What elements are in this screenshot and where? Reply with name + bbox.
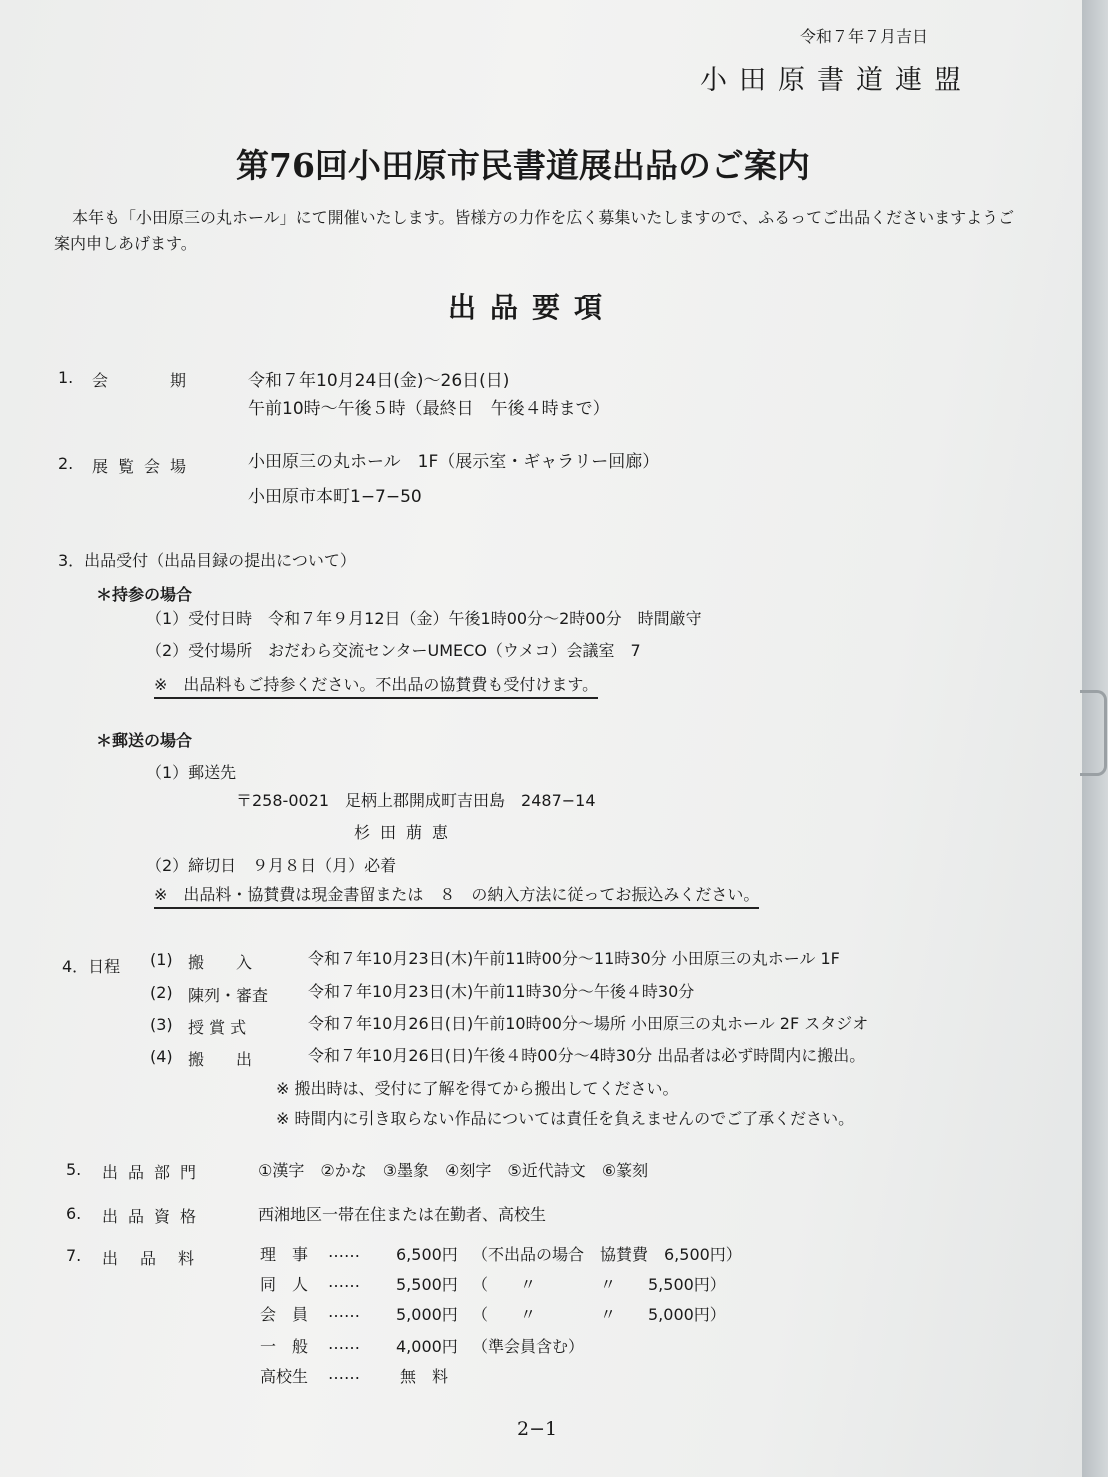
s4-row1-text: 令和７年10月23日(木)午前11時00分〜11時30分 小田原三の丸ホール 1F <box>308 949 840 968</box>
s3-title: 3．出品受付（出品目録の提出について） <box>58 551 356 570</box>
s4-row3-text: 令和７年10月26日(日)午前10時00分〜場所 小田原三の丸ホール 2F スタジオ <box>308 1014 869 1033</box>
s4-row1-name: 搬 入 <box>188 953 253 972</box>
s6-text: 西湘地区一帯在住または在勤者、高校生 <box>258 1205 547 1224</box>
s7-row1-sponsor: （不出品の場合 協賛費 6,500円） <box>472 1245 742 1264</box>
s3-mail-address: 〒258-0021 足柄上郡開成町吉田島 2487−14 <box>236 791 596 810</box>
s4-row2-name: 陳列・審査 <box>188 986 269 1005</box>
s6-label: 出品資格 <box>102 1207 207 1226</box>
s3-bring-title: ＊持参の場合 <box>96 585 193 604</box>
s4-row4-text: 令和７年10月26日(日)午後４時00分〜4時30分 出品者は必ず時間内に搬出。 <box>308 1046 866 1065</box>
s3-bring-note: ※ 出品料もご持参ください。不出品の協賛費も受付けます。 <box>154 672 598 699</box>
s3-bring-item1: （1）受付日時 令和７年９月12日（金）午後1時00分〜2時00分 時間厳守 <box>146 609 702 628</box>
s4-row2-no: (2) <box>150 983 173 1002</box>
document-title: 第76回小田原市民書道展出品のご案内 <box>236 146 810 185</box>
s2-number: 2. <box>58 454 74 473</box>
s3-mail-name: 杉田萠恵 <box>354 823 459 842</box>
s4-row4-name: 搬 出 <box>188 1050 253 1069</box>
s4-note1: ※ 搬出時は、受付に了解を得てから搬出してください。 <box>276 1079 679 1098</box>
organization-name: 小田原書道連盟 <box>700 65 973 96</box>
binder-clip <box>1080 690 1107 776</box>
s1-label: 会 期 <box>92 371 197 390</box>
s4-row3-name: 授 賞 式 <box>188 1018 247 1037</box>
s3-bring-item2: （2）受付場所 おだわら交流センターUMECO（ウメコ）会議室 7 <box>146 641 641 660</box>
s3-mail-title: ＊郵送の場合 <box>96 731 193 750</box>
s7-row2-sponsor: （ 〃 〃 5,500円） <box>472 1275 726 1294</box>
s7-row3-dots: …… <box>328 1302 360 1321</box>
s1-line2: 午前10時〜午後５時（最終日 午後４時まで） <box>248 399 610 419</box>
s7-row3-fee: 5,000円 <box>396 1305 458 1324</box>
s7-number: 7. <box>66 1246 82 1265</box>
s7-label: 出品料 <box>102 1249 217 1268</box>
s7-row2-dots: …… <box>328 1272 360 1291</box>
s5-text: ①漢字 ②かな ③墨象 ④刻字 ⑤近代詩文 ⑥篆刻 <box>258 1161 649 1180</box>
s7-row5-dots: …… <box>328 1364 360 1383</box>
s4-note2: ※ 時間内に引き取らない作品については責任を負えませんのでご了承ください。 <box>276 1109 855 1128</box>
s4-row2-text: 令和７年10月23日(木)午前11時30分〜午後４時30分 <box>308 982 695 1001</box>
s7-row2-fee: 5,500円 <box>396 1275 458 1294</box>
page-number: 2−1 <box>517 1418 558 1440</box>
s7-row3-cat: 会 員 <box>260 1305 309 1324</box>
s5-number: 5. <box>66 1160 82 1179</box>
issue-date: 令和７年７月吉日 <box>800 27 929 46</box>
s7-row3-sponsor: （ 〃 〃 5,000円） <box>472 1305 726 1324</box>
s1-number: 1. <box>58 368 74 387</box>
s4-row1-no: (1) <box>150 950 173 969</box>
s7-row1-cat: 理 事 <box>260 1245 309 1264</box>
s4-label: 4．日程 <box>62 957 121 976</box>
s2-line2: 小田原市本町1−7−50 <box>248 487 422 507</box>
intro-paragraph: 本年も「小田原三の丸ホール」にて開催いたします。皆様方の力作を広く募集いたしますので、ふるってご出品くださいますようご案内申しあげます。 <box>54 208 1015 253</box>
s2-line1: 小田原三の丸ホール 1F（展示室・ギャラリー回廊） <box>248 452 660 472</box>
s7-row5-cat: 高校生 <box>260 1367 309 1386</box>
s7-row4-sponsor: （準会員含む） <box>472 1337 585 1356</box>
s4-row4-no: (4) <box>150 1047 173 1066</box>
s2-label: 展覧会場 <box>92 457 197 476</box>
s7-row4-cat: 一 般 <box>260 1337 309 1356</box>
section-heading: 出品要項 <box>448 291 617 324</box>
s7-row1-dots: …… <box>328 1242 360 1261</box>
s3-mail-note: ※ 出品料・協賛費は現金書留または ８ の納入方法に従ってお振込みください。 <box>154 882 759 909</box>
s5-label: 出品部門 <box>102 1163 207 1182</box>
s7-row5-fee: 無 料 <box>400 1367 449 1386</box>
s1-line1: 令和７年10月24日(金)〜26日(日) <box>248 371 510 391</box>
s7-row1-fee: 6,500円 <box>396 1245 458 1264</box>
s6-number: 6. <box>66 1204 82 1223</box>
s7-row4-dots: …… <box>328 1334 360 1353</box>
s3-mail-item2: （2）締切日 ９月８日（月）必着 <box>146 856 397 875</box>
s3-mail-item1: （1）郵送先 <box>146 763 237 782</box>
s7-row2-cat: 同 人 <box>260 1275 309 1294</box>
s7-row4-fee: 4,000円 <box>396 1337 458 1356</box>
s4-row3-no: (3) <box>150 1015 173 1034</box>
